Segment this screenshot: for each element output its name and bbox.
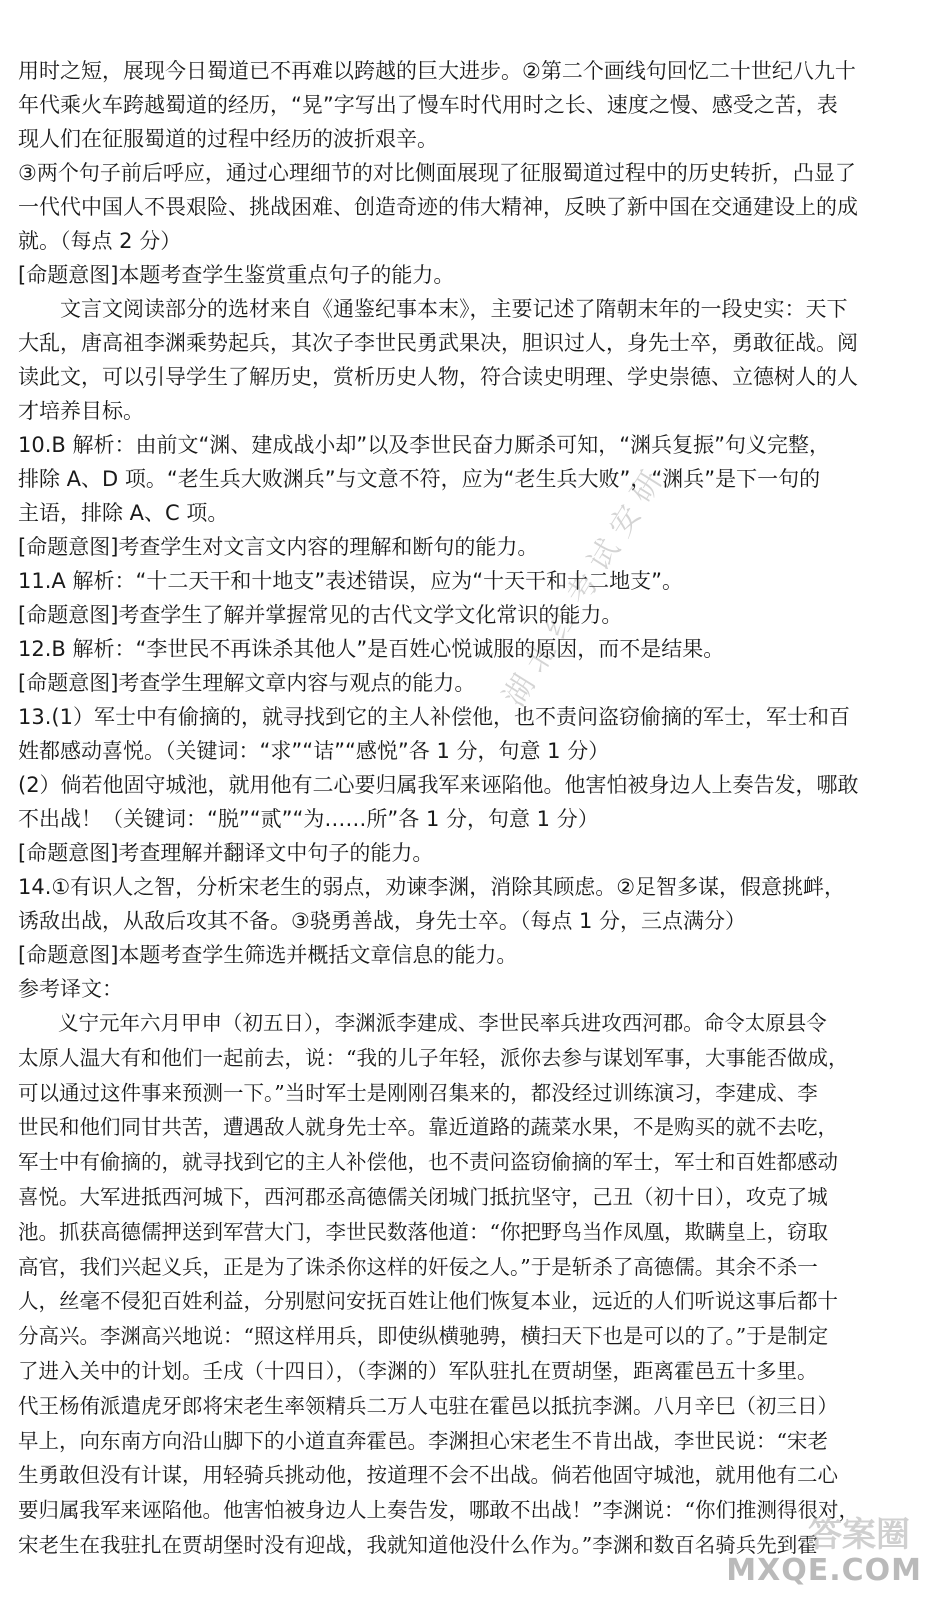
translation-line: 太原人温大有和他们一起前去，说：“我的儿子年轻，派你去参与谋划军事，大事能否做成， [18, 1045, 849, 1070]
intent-note: [命题意图]本题考查学生筛选并概括文章信息的能力。 [18, 943, 518, 967]
watermark: 湖北红考试安研 [496, 456, 675, 713]
text-line: 主语，排除 A、C 项。 [18, 501, 229, 525]
text-line: 不出战！（关键词：“脱”“贰”“为……所”各 1 分，句意 1 分） [18, 807, 599, 831]
text-line: 用时之短，展现今日蜀道已不再难以跨越的巨大进步。②第二个画线句回忆二十世纪八九十 [18, 59, 856, 83]
text-line: 诱敌出战，从敌后攻其不备。③骁勇善战，身先士卒。（每点 1 分，三点满分） [18, 909, 747, 933]
text-line: 姓都感动喜悦。（关键词：“求”“诘”“感悦”各 1 分，句意 1 分） [18, 739, 610, 763]
text-line: 现人们在征服蜀道的过程中经历的波折艰辛。 [18, 127, 438, 151]
text-line: 才培养目标。 [18, 399, 144, 423]
translation-line: 义宁元年六月甲申（初五日），李渊派李建成、李世民率兵进攻西河郡。命令太原县令 [58, 1011, 827, 1035]
intent-note: [命题意图]考查理解并翻译文中句子的能力。 [18, 841, 434, 865]
translation-section [18, 1006, 928, 1563]
translation-line: 军士中有偷摘的，就寻找到它的主人补偿他，也不责问盗窃偷摘的军士，军士和百姓都感动 [18, 1150, 838, 1175]
translation-line: 代王杨侑派遣虎牙郎将宋老生率领精兵二万人屯驻在霍邑以抵抗李渊。八月辛巳（初三日） [18, 1393, 838, 1418]
text-line: 读此文，可以引导学生了解历史，赏析历史人物，符合读史明理、学史崇德、立德树人的人 [18, 365, 858, 389]
text-line: 大乱，唐高祖李渊乘势起兵，其次子李世民勇武果决，胆识过人，身先士卒，勇敢征战。阅 [18, 331, 858, 355]
translation-line: 世民和他们同甘共苦，遭遇敌人就身先士卒。靠近道路的蔬菜水果，不是购买的就不去吃， [18, 1115, 838, 1140]
text-line: (2）倘若他固守城池，就用他有二心要归属我军来诬陷他。他害怕被身边人上奏告发，哪敢 [18, 773, 859, 797]
answer-10: 10.B 解析：由前文“渊、建成战小却”以及李世民奋力厮杀可知，“渊兵复振”句义完整， [18, 433, 830, 457]
translation-line: 人，丝毫不侵犯百姓利益，分别慰问安抚百姓让他们恢复本业，远近的人们听说这事后都十 [18, 1289, 838, 1314]
text-line: 排除 A、D 项。“老生兵大败渊兵”与文意不符，应为“老生兵大败”，“渊兵”是下一句的 [18, 467, 821, 491]
document-page [18, 54, 928, 1563]
translation-line: 高官，我们兴起义兵，正是为了诛杀你这样的奸佞之人。”于是斩杀了高德儒。其余不杀一 [18, 1254, 818, 1279]
text-line: ③两个句子前后呼应，通过心理细节的对比侧面展现了征服蜀道过程中的历史转折，凸显了 [18, 161, 856, 185]
translation-heading: 参考译文： [18, 977, 123, 1001]
text-line: 年代乘火车跨越蜀道的经历，“晃”字写出了慢车时代用时之长、速度之慢、感受之苦，表 [18, 93, 838, 117]
answer-12: 12.B 解析：“李世民不再诛杀其他人”是百姓心悦诚服的原因，而不是结果。 [18, 637, 725, 661]
translation-line: 早上，向东南方向沿山脚下的小道直奔霍邑。李渊担心宋老生不肯出战，李世民说：“宋老 [18, 1428, 828, 1453]
translation-line: 池。抓获高德儒押送到军营大门，李世民数落他道：“你把野鸟当作凤凰，欺瞒皇上，窃取 [18, 1219, 828, 1244]
answer-11: 11.A 解析：“十二天干和十地支”表述错误，应为“十天干和十二地支”。 [18, 569, 683, 593]
answer-13: 13.(1）军士中有偷摘的，就寻找到它的主人补偿他，也不责问盗窃偷摘的军士，军士和百 [18, 705, 850, 729]
text-line: 就。（每点 2 分） [18, 229, 182, 253]
answer-section [18, 54, 928, 1006]
translation-line: 宋老生在我驻扎在贾胡堡时没有迎战，我就知道他没什么作为。”李渊和数百名骑兵先到霍 [18, 1532, 818, 1557]
text-line: 一代代中国人不畏艰险、挑战困难、创造奇迹的伟大精神，反映了新中国在交通建设上的成 [18, 195, 858, 219]
answer-14: 14.①有识人之智，分析宋老生的弱点，劝谏李渊，消除其顾虑。②足智多谋，假意挑衅， [18, 875, 846, 899]
intent-note: [命题意图]考查学生了解并掌握常见的古代文学文化常识的能力。 [18, 603, 623, 627]
intent-note: [命题意图]考查学生对文言文内容的理解和断句的能力。 [18, 535, 539, 559]
translation-line: 可以通过这件事来预测一下。”当时军士是刚刚召集来的，都没经过训练演习，李建成、李 [18, 1080, 818, 1105]
paragraph-start: 文言文阅读部分的选材来自《通鉴纪事本末》，主要记述了隋朝末年的一段史实：天下 [60, 297, 848, 321]
translation-line: 分高兴。李渊高兴地说：“照这样用兵，即使纵横驰骋，横扫天下也是可以的了。”于是制定 [18, 1324, 829, 1349]
intent-note: [命题意图]考查学生理解文章内容与观点的能力。 [18, 671, 476, 695]
translation-line: 喜悦。大军进抵西河城下，西河郡丞高德儒关闭城门抵抗坚守，己丑（初十日），攻克了城 [18, 1184, 828, 1209]
stamp-logo: 答案圈 [808, 1515, 910, 1555]
translation-line: 要归属我军来诬陷他。他害怕被身边人上奏告发，哪敢不出战！”李渊说：“你们推测得很对， [18, 1498, 859, 1523]
translation-line: 了进入关中的计划。壬戌（十四日），（李渊的）军队驻扎在贾胡堡，距离霍邑五十多里。 [18, 1358, 818, 1383]
translation-line: 生勇敢但没有计谋，用轻骑兵挑动他，按道理不会不出战。倘若他固守城池，就用他有二心 [18, 1463, 838, 1488]
intent-note: [命题意图]本题考查学生鉴赏重点句子的能力。 [18, 263, 455, 287]
stamp-site: MXQE.COM [726, 1553, 922, 1588]
